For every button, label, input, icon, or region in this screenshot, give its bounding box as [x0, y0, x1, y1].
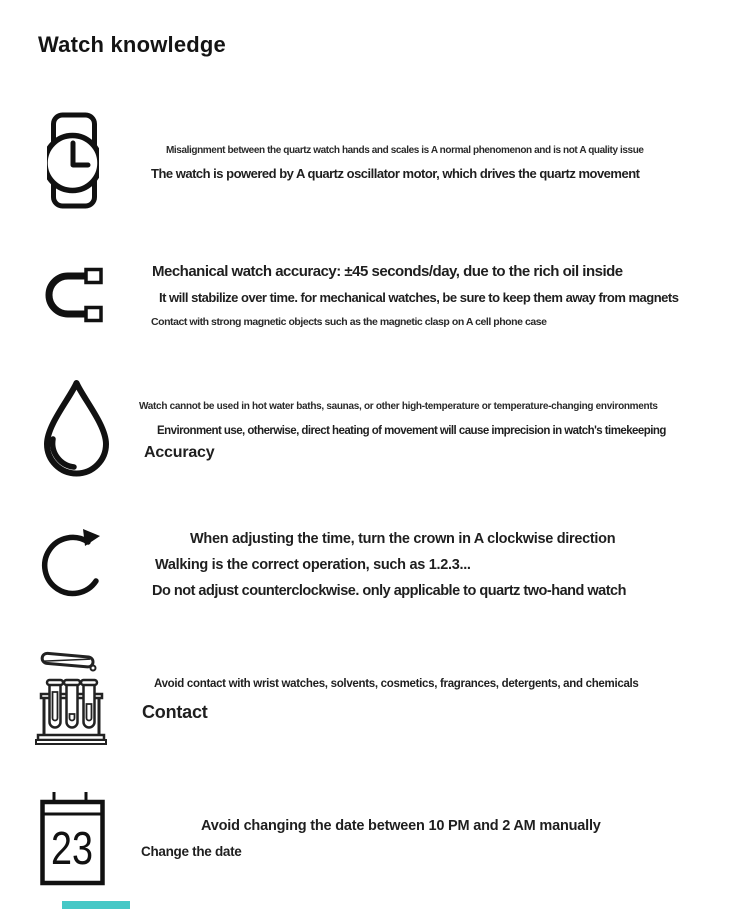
accuracy-heading: Accuracy	[144, 444, 215, 461]
date-change-warning-text: Avoid changing the date between 10 PM and 2 AM manually	[201, 818, 601, 834]
test-tubes-icon	[35, 648, 107, 746]
magnet-icon	[41, 267, 105, 323]
cropped-bottom-element	[62, 901, 130, 909]
calendar-icon	[40, 788, 106, 886]
magnet-contact-note: Contact with strong magnetic objects such as the magnetic clasp on A cell phone case	[151, 316, 547, 328]
page-title: Watch knowledge	[38, 32, 226, 57]
contact-heading: Contact	[142, 702, 208, 722]
counterclockwise-warning-text: Do not adjust counterclockwise. only applicable to quartz two-hand watch	[152, 583, 626, 599]
chemicals-warning-text: Avoid contact with wrist watches, solvents, cosmetics, fragrances, detergents, and chemicals	[154, 678, 639, 690]
magnet-warning-text: It will stabilize over time. for mechanical watches, be sure to keep them away from magnets	[159, 290, 679, 305]
environment-use-text: Environment use, otherwise, direct heating of movement will cause imprecision in watch's timekeeping	[157, 425, 666, 437]
mechanical-accuracy-heading: Mechanical watch accuracy: ±45 seconds/day, due to the rich oil inside	[152, 263, 623, 280]
quartz-movement-text: The watch is powered by A quartz oscillator motor, which drives the quartz movement	[151, 166, 640, 181]
calendar-day-number: 23	[51, 822, 93, 874]
walking-operation-text: Walking is the correct operation, such as 1.2.3...	[155, 557, 471, 573]
clockwise-arrow-icon	[38, 519, 108, 611]
water-drop-icon	[39, 378, 114, 479]
change-date-heading: Change the date	[141, 844, 242, 859]
quartz-misalignment-note: Misalignment between the quartz watch hands and scales is A normal phenomenon and is not A quality issue	[166, 145, 644, 156]
temperature-warning-note: Watch cannot be used in hot water baths, saunas, or other high-temperature or temperature-changing environments	[139, 401, 658, 412]
watch-icon	[47, 112, 99, 210]
clockwise-adjust-text: When adjusting the time, turn the crown in A clockwise direction	[190, 531, 616, 547]
